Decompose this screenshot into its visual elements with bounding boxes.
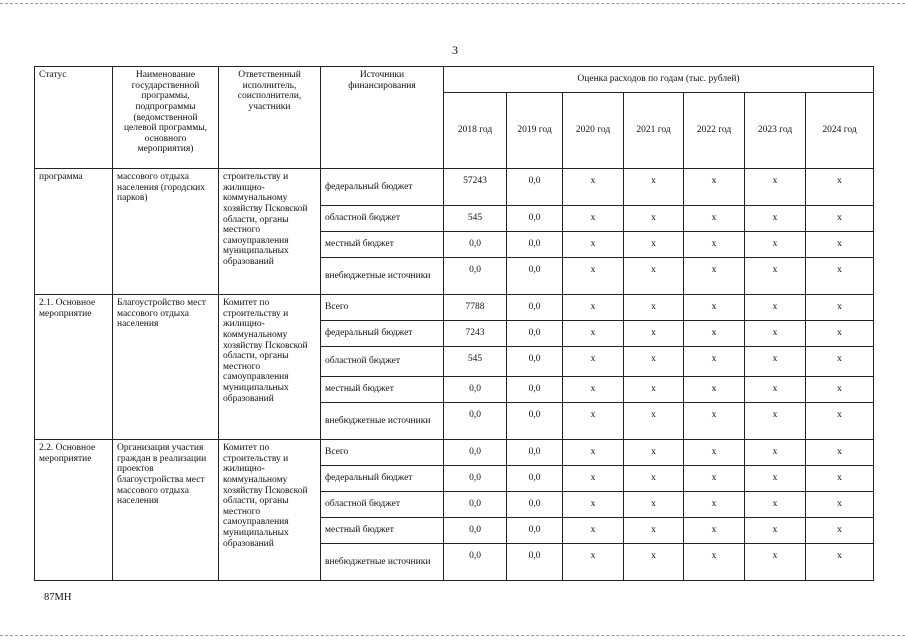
amount-cell: x xyxy=(624,258,684,295)
funding-source: местный бюджет xyxy=(321,232,444,258)
funding-source: местный бюджет xyxy=(321,377,444,403)
header-year: 2018 год xyxy=(444,93,507,169)
amount-cell: x xyxy=(624,206,684,232)
amount-cell: x xyxy=(684,492,745,518)
amount-cell: 0,0 xyxy=(444,232,507,258)
table-row xyxy=(35,169,874,206)
amount-cell: 0,0 xyxy=(444,377,507,403)
amount-cell: x xyxy=(684,232,745,258)
amount-cell: x xyxy=(806,295,874,321)
amount-cell: 0,0 xyxy=(507,544,563,581)
amount-cell: x xyxy=(624,544,684,581)
amount-cell: 0,0 xyxy=(507,492,563,518)
amount-cell: x xyxy=(684,169,745,206)
amount-cell: x xyxy=(684,440,745,466)
amount-cell: 0,0 xyxy=(444,492,507,518)
amount-cell: 57243 xyxy=(444,169,507,206)
amount-cell: x xyxy=(624,403,684,440)
amount-cell: x xyxy=(563,544,624,581)
amount-cell: x xyxy=(806,544,874,581)
amount-cell: x xyxy=(624,518,684,544)
amount-cell: 0,0 xyxy=(444,258,507,295)
amount-cell: x xyxy=(624,492,684,518)
header-year: 2023 год xyxy=(745,93,806,169)
row-responsible: Комитет по строительству и жилищно-коммунальному хозяйству Псковской области, органы местного самоуправления муниципальных образований xyxy=(219,440,321,581)
amount-cell: x xyxy=(684,403,745,440)
amount-cell: x xyxy=(563,169,624,206)
table-body xyxy=(35,169,874,581)
amount-cell: x xyxy=(563,232,624,258)
amount-cell: x xyxy=(563,258,624,295)
amount-cell: 0,0 xyxy=(507,518,563,544)
funding-source: федеральный бюджет xyxy=(321,466,444,492)
amount-cell: x xyxy=(563,466,624,492)
scan-edge-bottom xyxy=(0,635,905,636)
amount-cell: x xyxy=(624,232,684,258)
row-name: Благоустройство мест массового отдыха населения xyxy=(113,295,219,440)
amount-cell: x xyxy=(806,321,874,347)
funding-source: областной бюджет xyxy=(321,206,444,232)
amount-cell: x xyxy=(745,321,806,347)
amount-cell: x xyxy=(806,169,874,206)
amount-cell: x xyxy=(563,377,624,403)
funding-source: внебюджетные источники xyxy=(321,544,444,581)
funding-source: областной бюджет xyxy=(321,492,444,518)
amount-cell: x xyxy=(745,492,806,518)
amount-cell: 545 xyxy=(444,206,507,232)
amount-cell: x xyxy=(563,440,624,466)
footer-code: 87МН xyxy=(44,592,72,603)
amount-cell: x xyxy=(563,321,624,347)
amount-cell: x xyxy=(684,466,745,492)
amount-cell: x xyxy=(563,295,624,321)
amount-cell: x xyxy=(745,169,806,206)
amount-cell: x xyxy=(624,347,684,377)
amount-cell: x xyxy=(624,377,684,403)
amount-cell: x xyxy=(745,347,806,377)
amount-cell: 545 xyxy=(444,347,507,377)
header-sources: Источники финансирования xyxy=(321,67,444,169)
amount-cell: x xyxy=(806,403,874,440)
amount-cell: x xyxy=(806,492,874,518)
amount-cell: x xyxy=(806,518,874,544)
amount-cell: 0,0 xyxy=(444,403,507,440)
amount-cell: x xyxy=(806,206,874,232)
amount-cell: x xyxy=(624,169,684,206)
table-row xyxy=(35,440,874,466)
row-status: программа xyxy=(35,169,113,295)
row-name: Организация участия граждан в реализации проектов благоустройства мест массового отдыха населения xyxy=(113,440,219,581)
amount-cell: x xyxy=(563,206,624,232)
amount-cell: x xyxy=(806,347,874,377)
amount-cell: 0,0 xyxy=(507,232,563,258)
amount-cell: 0,0 xyxy=(444,440,507,466)
amount-cell: x xyxy=(624,321,684,347)
header-name: Наименование государственной программы, подпрограммы (ведомственной целевой программы, основного мероприятия) xyxy=(113,67,219,169)
amount-cell: x xyxy=(563,403,624,440)
funding-source: местный бюджет xyxy=(321,518,444,544)
amount-cell: x xyxy=(684,377,745,403)
funding-source: внебюджетные источники xyxy=(321,403,444,440)
amount-cell: 0,0 xyxy=(444,466,507,492)
amount-cell: 0,0 xyxy=(507,295,563,321)
funding-source: федеральный бюджет xyxy=(321,321,444,347)
header-year: 2022 год xyxy=(684,93,745,169)
amount-cell: x xyxy=(745,295,806,321)
amount-cell: x xyxy=(684,518,745,544)
amount-cell: x xyxy=(624,440,684,466)
amount-cell: x xyxy=(745,544,806,581)
funding-source: федеральный бюджет xyxy=(321,169,444,206)
amount-cell: x xyxy=(745,440,806,466)
amount-cell: 0,0 xyxy=(444,544,507,581)
header-year: 2019 год xyxy=(507,93,563,169)
header-year: 2024 год xyxy=(806,93,874,169)
amount-cell: 7788 xyxy=(444,295,507,321)
amount-cell: x xyxy=(745,232,806,258)
row-responsible: Комитет по строительству и жилищно-коммунальному хозяйству Псковской области, органы местного самоуправления муниципальных образований xyxy=(219,295,321,440)
amount-cell: x xyxy=(684,544,745,581)
amount-cell: x xyxy=(806,232,874,258)
row-name: массового отдыха населения (городских парков) xyxy=(113,169,219,295)
amount-cell: 0,0 xyxy=(507,169,563,206)
row-responsible: строительству и жилищно-коммунальному хозяйству Псковской области, органы местного самоуправления муниципальных образований xyxy=(219,169,321,295)
amount-cell: 0,0 xyxy=(507,440,563,466)
amount-cell: 0,0 xyxy=(507,321,563,347)
amount-cell: 0,0 xyxy=(507,377,563,403)
amount-cell: x xyxy=(745,518,806,544)
amount-cell: x xyxy=(745,206,806,232)
page-number: 3 xyxy=(452,43,458,57)
amount-cell: 0,0 xyxy=(507,347,563,377)
amount-cell: x xyxy=(624,466,684,492)
amount-cell: x xyxy=(684,206,745,232)
amount-cell: x xyxy=(806,466,874,492)
amount-cell: x xyxy=(684,347,745,377)
budget-table xyxy=(34,66,874,581)
amount-cell: x xyxy=(745,377,806,403)
header-responsible: Ответственный исполнитель, соисполнители, участники xyxy=(219,67,321,169)
amount-cell: x xyxy=(806,440,874,466)
amount-cell: x xyxy=(684,258,745,295)
header-year: 2021 год xyxy=(624,93,684,169)
amount-cell: x xyxy=(563,347,624,377)
funding-source: Всего xyxy=(321,295,444,321)
amount-cell: x xyxy=(624,295,684,321)
amount-cell: x xyxy=(684,295,745,321)
amount-cell: x xyxy=(563,492,624,518)
header-status: Статус xyxy=(35,67,113,169)
amount-cell: x xyxy=(806,258,874,295)
amount-cell: 0,0 xyxy=(507,403,563,440)
amount-cell: 7243 xyxy=(444,321,507,347)
table-row xyxy=(35,295,874,321)
funding-source: Всего xyxy=(321,440,444,466)
amount-cell: x xyxy=(745,466,806,492)
row-status: 2.2. Основное мероприятие xyxy=(35,440,113,581)
amount-cell: x xyxy=(806,377,874,403)
amount-cell: x xyxy=(684,321,745,347)
header-estimate: Оценка расходов по годам (тыс. рублей) xyxy=(444,67,874,93)
amount-cell: 0,0 xyxy=(507,258,563,295)
amount-cell: x xyxy=(745,403,806,440)
amount-cell: 0,0 xyxy=(507,206,563,232)
amount-cell: 0,0 xyxy=(507,466,563,492)
amount-cell: 0,0 xyxy=(444,518,507,544)
funding-source: областной бюджет xyxy=(321,347,444,377)
amount-cell: x xyxy=(563,518,624,544)
scan-edge-top xyxy=(0,3,905,4)
header-year: 2020 год xyxy=(563,93,624,169)
funding-source: внебюджетные источники xyxy=(321,258,444,295)
row-status: 2.1. Основное мероприятие xyxy=(35,295,113,440)
amount-cell: x xyxy=(745,258,806,295)
